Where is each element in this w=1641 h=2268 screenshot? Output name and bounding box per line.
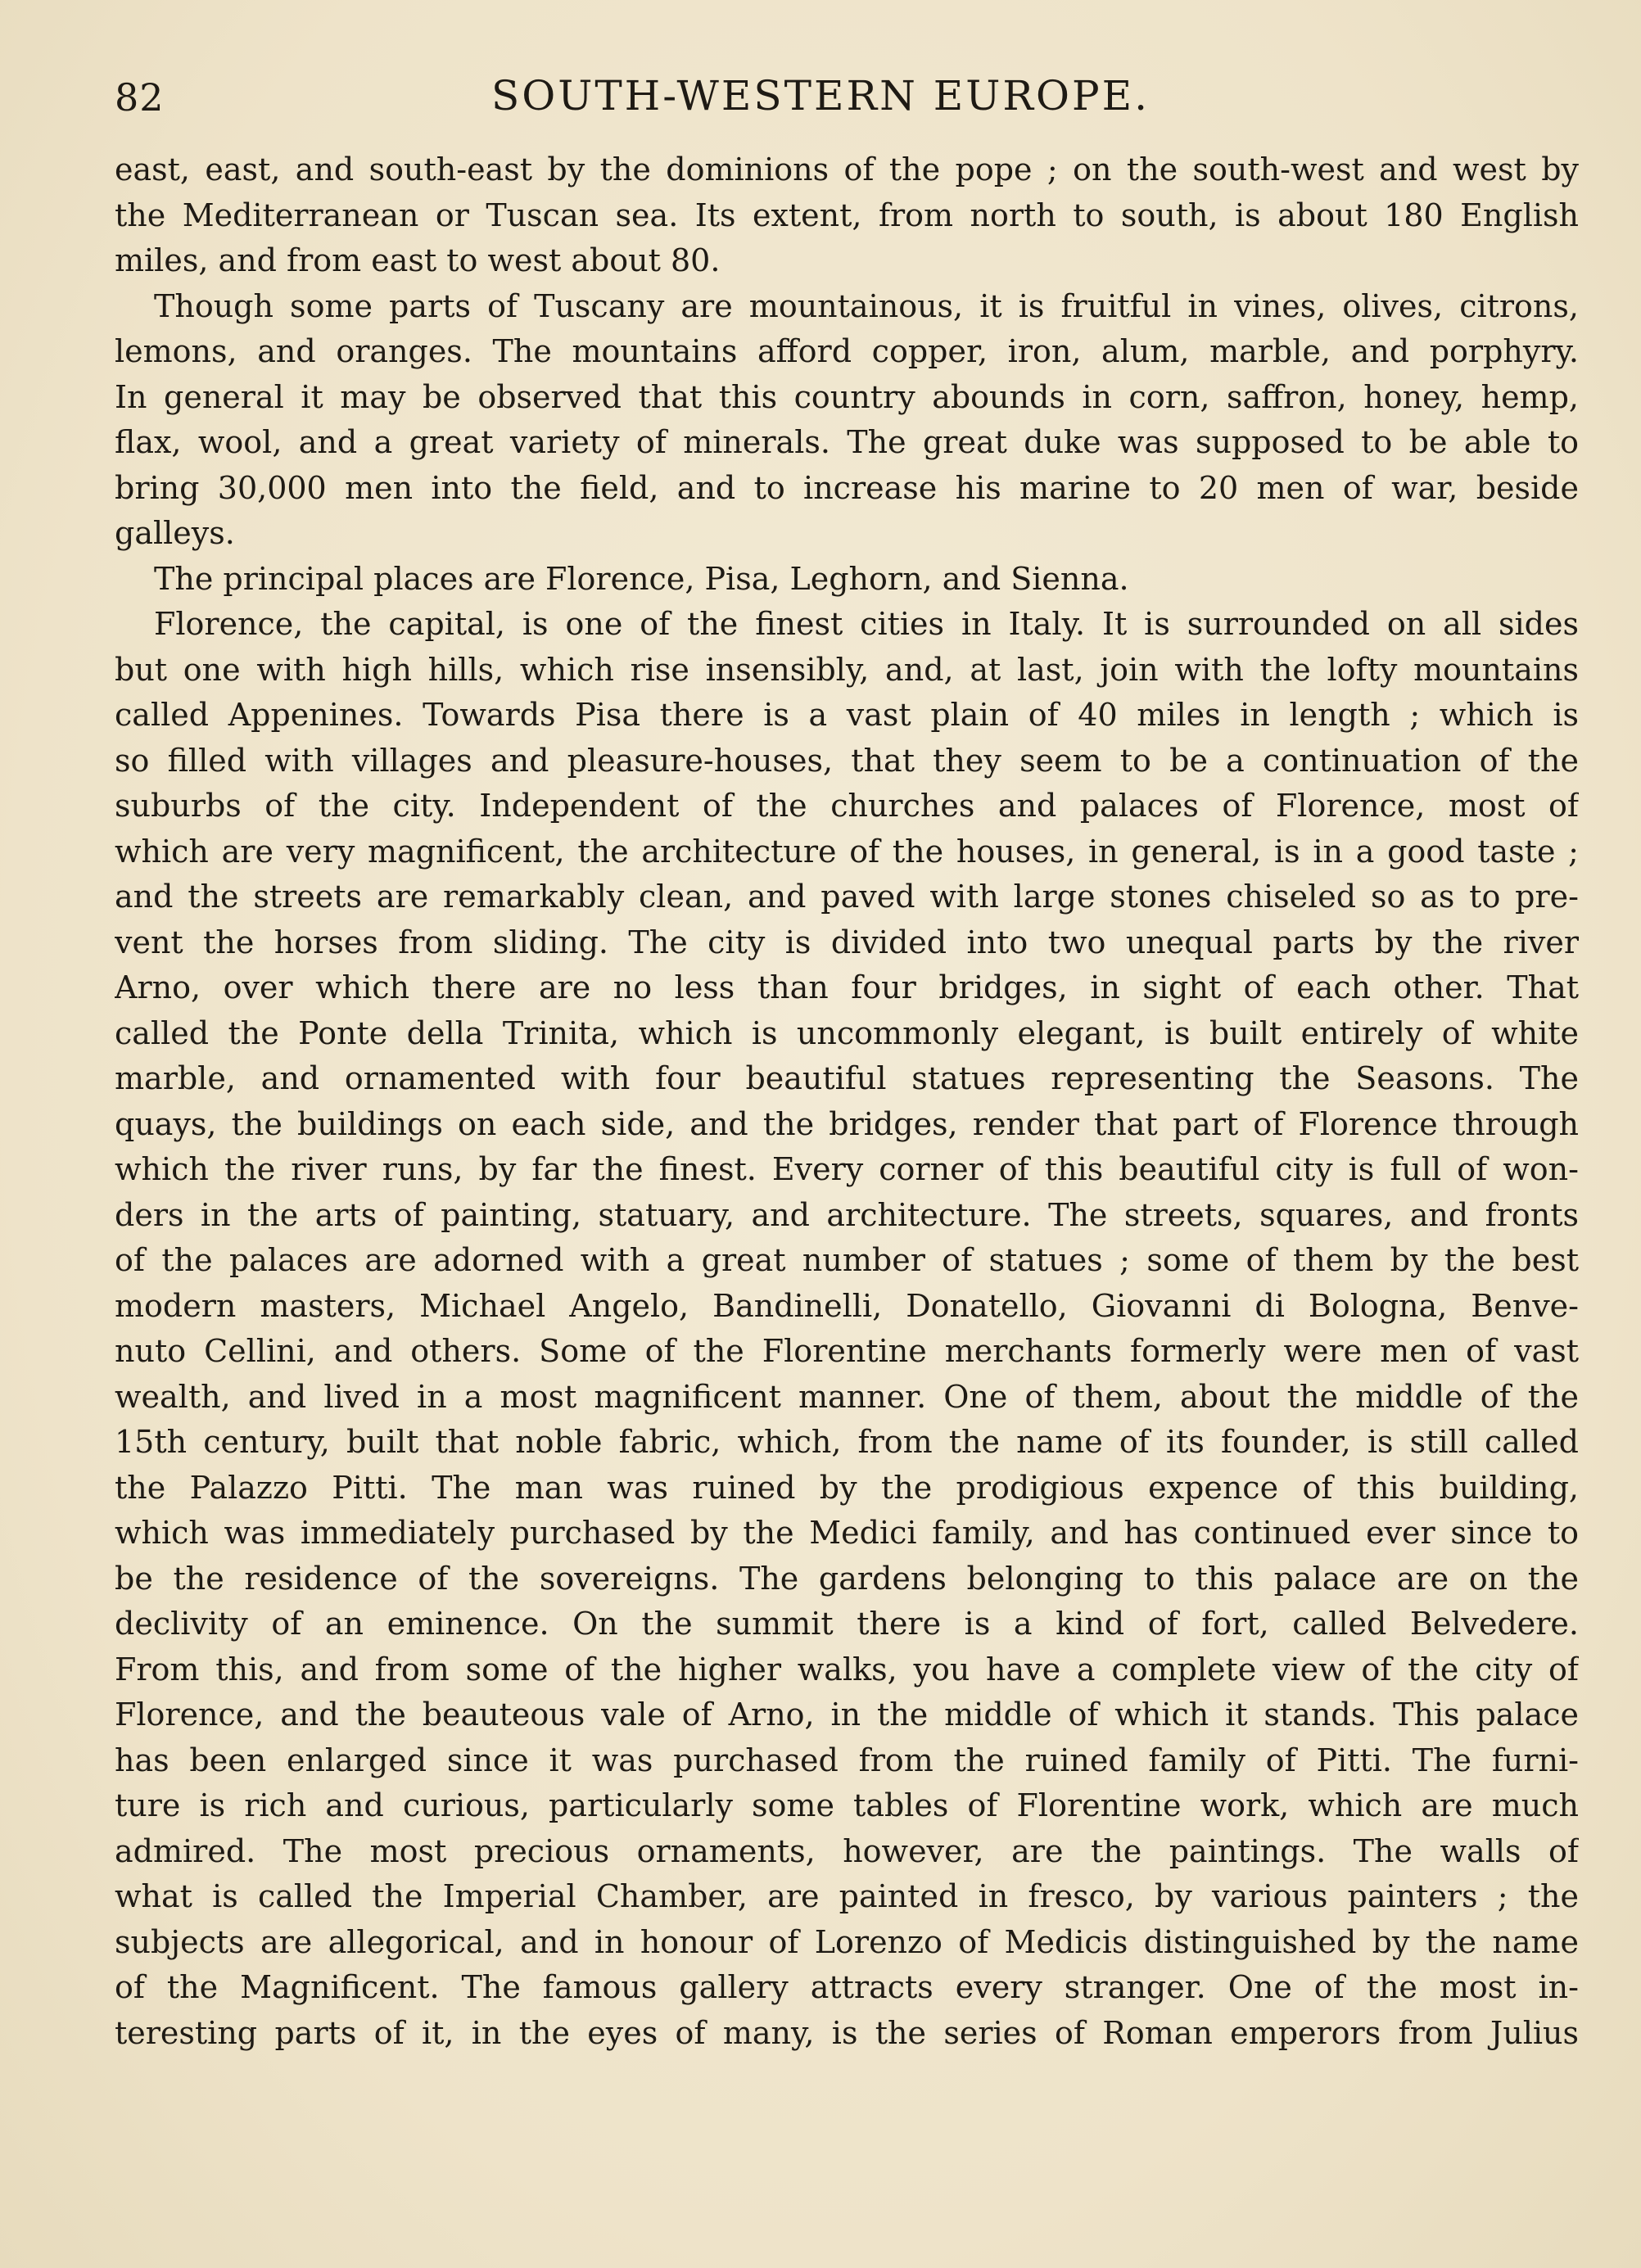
- text-line: which are very magnificent, the architecture of the houses, in general, is in a good taste ;: [115, 833, 1579, 870]
- text-line: east, east, and south-east by the dominions of the pope ; on the south-west and west by: [115, 151, 1579, 187]
- text-line: declivity of an eminence. On the summit there is a kind of fort, called Belvedere.: [115, 1606, 1579, 1642]
- text-line: ders in the arts of painting, statuary, and architecture. The streets, squares, and fronts: [115, 1196, 1579, 1233]
- text-line: has been enlarged since it was purchased from the ruined family of Pitti. The furni-: [115, 1742, 1579, 1778]
- text-line: what is called the Imperial Chamber, are painted in fresco, by various painters ; the: [115, 1878, 1579, 1914]
- text-line: The principal places are Florence, Pisa, Leghorn, and Sienna.: [154, 560, 1129, 597]
- text-line: lemons, and oranges. The mountains afford copper, iron, alum, marble, and porphyry.: [115, 333, 1579, 369]
- text-line: In general it may be observed that this country abounds in corn, saffron, honey, hemp,: [115, 378, 1579, 415]
- text-line: which was immediately purchased by the Medici family, and has continued ever since to: [115, 1515, 1579, 1551]
- text-line: marble, and ornamented with four beautiful statues representing the Seasons. The: [115, 1060, 1579, 1096]
- text-line: teresting parts of it, in the eyes of many, is the series of Roman emperors from Julius: [115, 2014, 1579, 2051]
- body-text: [115, 147, 1579, 2056]
- text-line: From this, and from some of the higher walks, you have a complete view of the city of: [115, 1651, 1579, 1687]
- text-line: wealth, and lived in a most magnificent manner. One of them, about the middle of the: [115, 1378, 1579, 1415]
- text-line: modern masters, Michael Angelo, Bandinelli, Donatello, Giovanni di Bologna, Benve-: [115, 1287, 1579, 1324]
- text-line: flax, wool, and a great variety of minerals. The great duke was supposed to be able to: [115, 424, 1579, 460]
- text-line: the Mediterranean or Tuscan sea. Its extent, from north to south, is about 180 English: [115, 197, 1579, 233]
- text-line: of the Magnificent. The famous gallery attracts every stranger. One of the most in-: [115, 1969, 1579, 2005]
- text-line: the Palazzo Pitti. The man was ruined by the prodigious expence of this building,: [115, 1469, 1579, 1506]
- text-line: Florence, the capital, is one of the finest cities in Italy. It is surrounded on all sides: [154, 606, 1579, 642]
- text-line: 15th century, built that noble fabric, which, from the name of its founder, is still called: [115, 1424, 1579, 1460]
- text-line: which the river runs, by far the finest. Every corner of this beautiful city is full of won-: [115, 1151, 1579, 1187]
- running-title: SOUTH-WESTERN EUROPE.: [490, 72, 1151, 120]
- text-line: admired. The most precious ornaments, however, are the paintings. The walls of: [115, 1832, 1579, 1869]
- text-line: galleys.: [115, 515, 235, 551]
- text-line: miles, and from east to west about 80.: [115, 242, 721, 278]
- text-line: Though some parts of Tuscany are mountainous, it is fruitful in vines, olives, citrons,: [154, 287, 1579, 324]
- text-line: ture is rich and curious, particularly some tables of Florentine work, which are much: [115, 1787, 1579, 1823]
- text-line: called the Ponte della Trinita, which is uncommonly elegant, is built entirely of white: [115, 1014, 1579, 1051]
- text-line: but one with high hills, which rise insensibly, and, at last, join with the lofty mountains: [115, 651, 1579, 688]
- text-line: vent the horses from sliding. The city is divided into two unequal parts by the river: [115, 924, 1579, 960]
- text-line: suburbs of the city. Independent of the churches and palaces of Florence, most of: [115, 788, 1579, 824]
- page-number: 82: [115, 75, 165, 120]
- text-line: called Appenines. Towards Pisa there is a vast plain of 40 miles in length ; which is: [115, 697, 1579, 733]
- text-line: nuto Cellini, and others. Some of the Florentine merchants formerly were men of vast: [115, 1333, 1579, 1369]
- text-line: bring 30,000 men into the field, and to increase his marine to 20 men of war, beside: [115, 469, 1579, 506]
- text-line: subjects are allegorical, and in honour of Lorenzo of Medicis distinguished by the name: [115, 1923, 1579, 1960]
- text-line: quays, the buildings on each side, and the bridges, render that part of Florence through: [115, 1105, 1579, 1142]
- text-line: and the streets are remarkably clean, and paved with large stones chiseled so as to pre-: [115, 879, 1579, 915]
- text-line: so filled with villages and pleasure-houses, that they seem to be a continuation of the: [115, 742, 1579, 779]
- text-line: Florence, and the beauteous vale of Arno, in the middle of which it stands. This palace: [115, 1696, 1579, 1733]
- text-line: be the residence of the sovereigns. The gardens belonging to this palace are on the: [115, 1560, 1579, 1597]
- text-line: Arno, over which there are no less than four bridges, in sight of each other. That: [115, 969, 1579, 1005]
- text-line: of the palaces are adorned with a great number of statues ; some of them by the best: [115, 1242, 1579, 1278]
